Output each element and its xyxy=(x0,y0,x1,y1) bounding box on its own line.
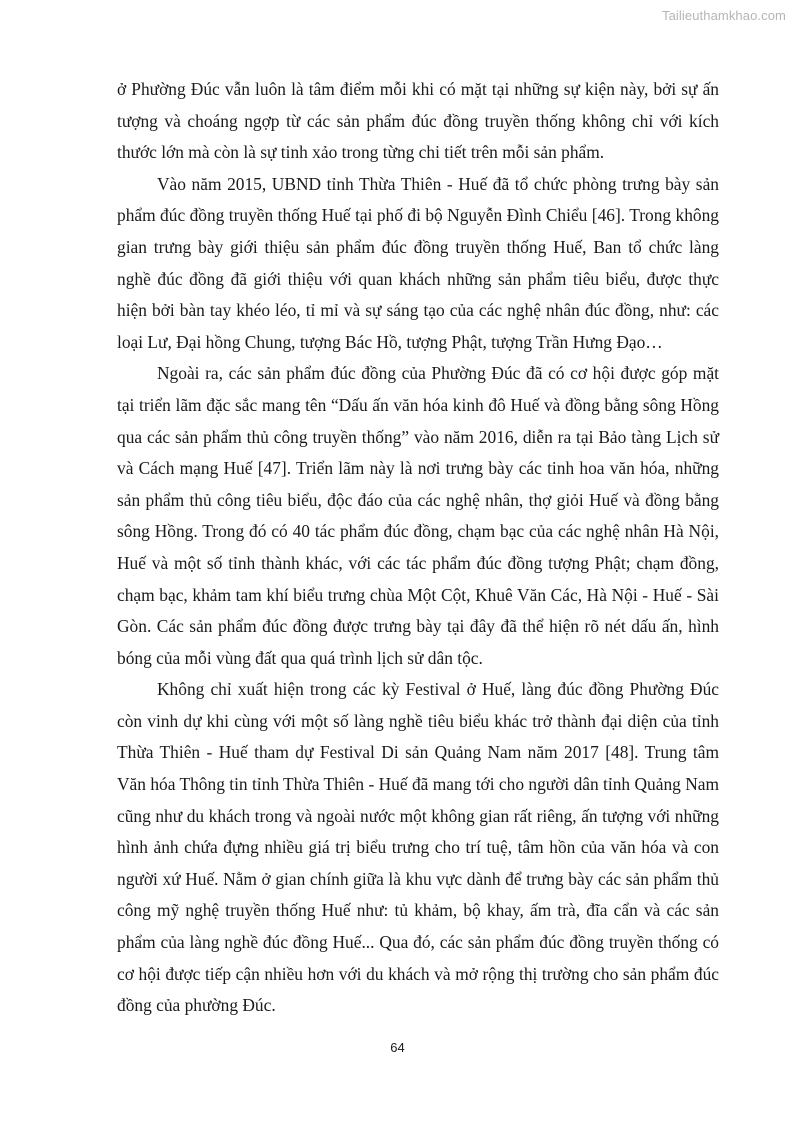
paragraph-quang-nam-festival: Không chỉ xuất hiện trong các kỳ Festival ở Huế, làng đúc đồng Phường Đúc còn vinh dự khi cùng với một số làng nghề tiêu biểu khác trở thành đại diện của tỉnh Thừa Thiên - Huế tham dự Festival Di sản Quảng Nam năm 2017 [48]. Trung tâm Văn hóa Thông tin tỉnh Thừa Thiên - Huế đã mang tới cho người dân tỉnh Quảng Nam cũng như du khách trong và ngoài nước một không gian rất riêng, ấn tượng với những hình ảnh chứa đựng nhiều giá trị biểu trưng cho trí tuệ, tâm hồn của văn hóa và con người xứ Huế. Nằm ở gian chính giữa là khu vực dành để trưng bày các sản phẩm thủ công mỹ nghệ truyền thống Huế như: tủ khảm, bộ khay, ấm trà, đĩa cẩn và các sản phẩm của làng nghề đúc đồng Huế... Qua đó, các sản phẩm đúc đồng truyền thống có cơ hội được tiếp cận nhiều hơn với du khách và mở rộng thị trường cho sản phẩm đúc đồng của phường Đúc. xyxy=(117,679,719,1016)
paragraph-2016-exhibition: Ngoài ra, các sản phẩm đúc đồng của Phường Đúc đã có cơ hội được góp mặt tại triển lãm đặc sắc mang tên “Dấu ấn văn hóa kinh đô Huế và đồng bằng sông Hồng qua các sản phẩm thủ công truyền thống” vào năm 2016, diễn ra tại Bảo tàng Lịch sử và Cách mạng Huế [47]. Triển lãm này là nơi trưng bày các tinh hoa văn hóa, những sản phẩm thủ công tiêu biểu, độc đáo của các nghệ nhân, thợ giỏi Huế và đồng bằng sông Hồng. Trong đó có 40 tác phẩm đúc đồng, chạm bạc của các nghệ nhân Hà Nội, Huế và một số tỉnh thành khác, với các tác phẩm đúc đồng tượng Phật; chạm đồng, chạm bạc, khảm tam khí biểu trưng chùa Một Cột, Khuê Văn Các, Hà Nội - Huế - Sài Gòn. Các sản phẩm đúc đồng được trưng bày tại đây đã thể hiện rõ nét dấu ấn, hình bóng của mỗi vùng đất qua quá trình lịch sử dân tộc. xyxy=(117,363,719,668)
paragraph-2015-exhibition: Vào năm 2015, UBND tỉnh Thừa Thiên - Huế đã tổ chức phòng trưng bày sản phẩm đúc đồng truyền thống Huế tại phố đi bộ Nguyễn Đình Chiểu [46]. Trong không gian trưng bày giới thiệu sản phẩm đúc đồng truyền thống Huế, Ban tổ chức làng nghề đúc đồng đã giới thiệu với quan khách những sản phẩm tiêu biểu, được thực hiện bởi bàn tay khéo léo, tỉ mỉ và sự sáng tạo của các nghệ nhân đúc đồng, như: các loại Lư, Đại hồng Chung, tượng Bác Hồ, tượng Phật, tượng Trần Hưng Đạo… xyxy=(117,173,719,352)
paragraph-continuation: ở Phường Đúc vẫn luôn là tâm điểm mỗi khi có mặt tại những sự kiện này, bởi sự ấn tượng và choáng ngợp từ các sản phẩm đúc đồng truyền thống không chỉ với kích thước lớn mà còn là sự tinh xảo trong từng chi tiết trên mỗi sản phẩm. xyxy=(117,79,719,163)
watermark-text: Tailieuthamkhao.com xyxy=(661,8,786,23)
document-body xyxy=(117,74,719,1022)
page-number: 64 xyxy=(390,1040,405,1055)
